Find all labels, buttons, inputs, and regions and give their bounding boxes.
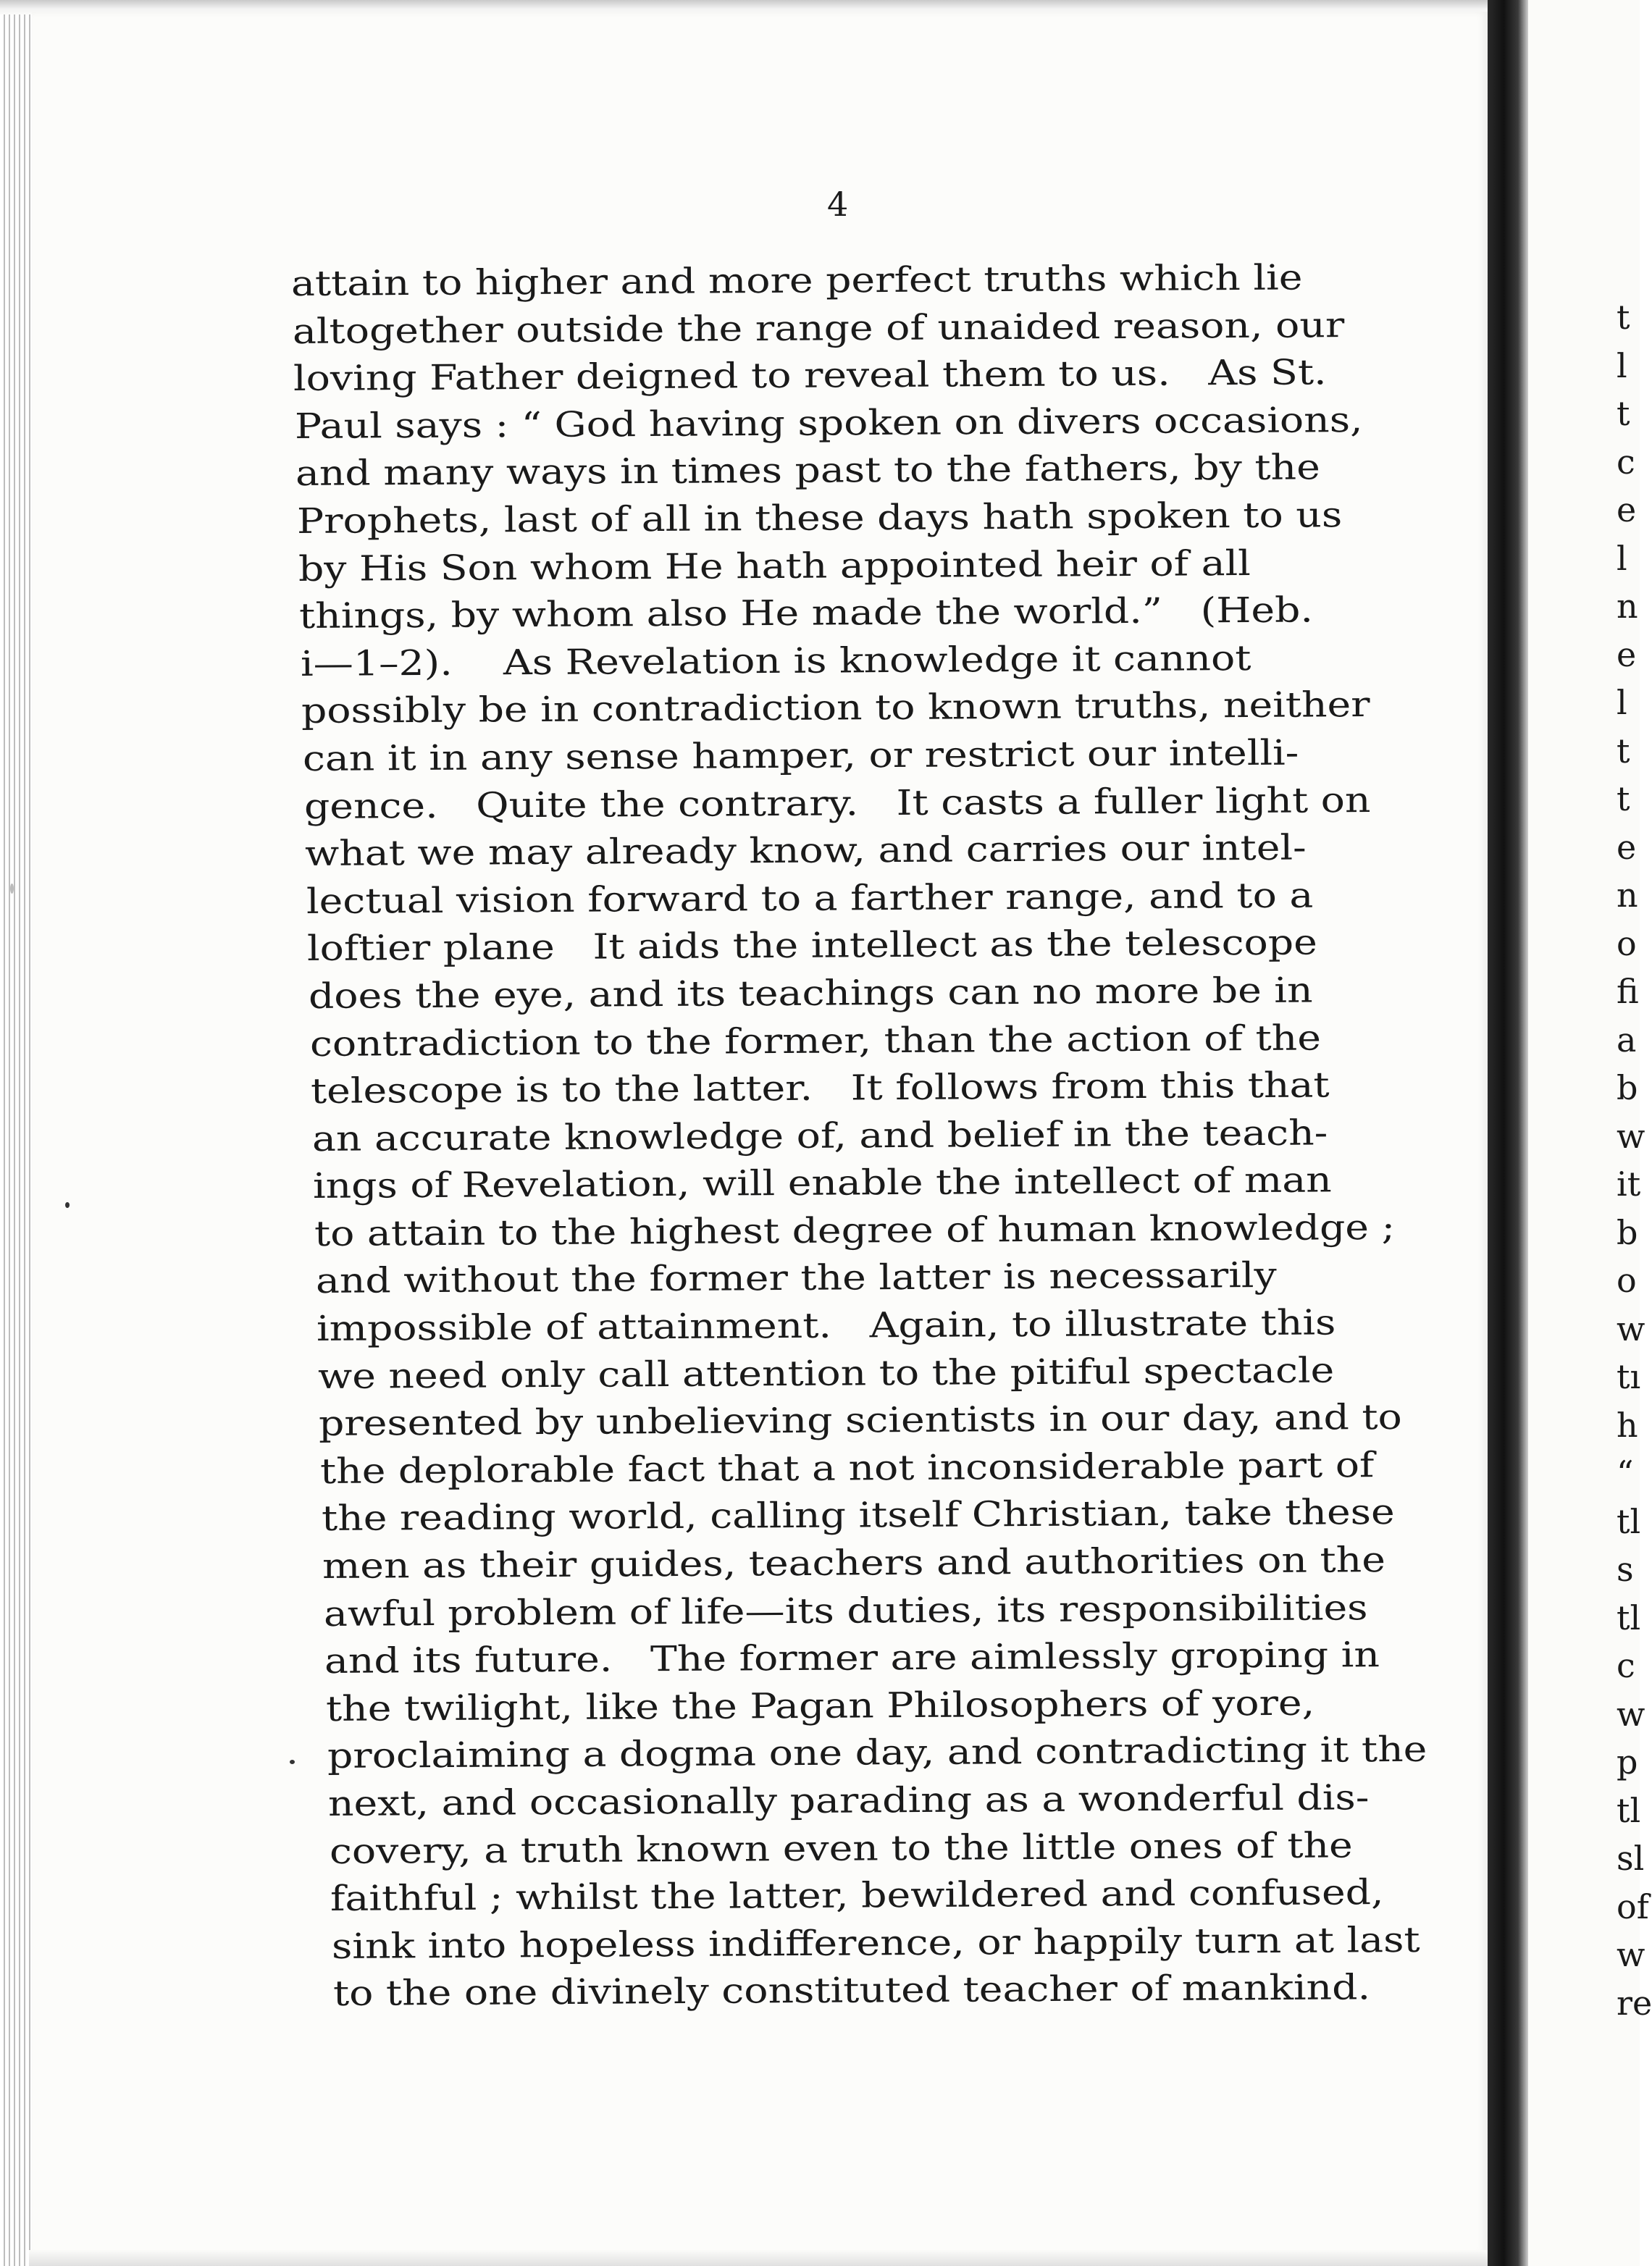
text-line: proclaiming a dogma one day, and contradicting it the [327, 1729, 1427, 1777]
text-line: the twilight, like the Pagan Philosophers of yore, [325, 1682, 1315, 1729]
text-line: ings of Revelation, will enable the intellect of man [313, 1159, 1333, 1207]
text-line: impossible of attainment. Again, to illustrate this [316, 1302, 1336, 1350]
text-line: i—1–2). As Revelation is knowledge it cannot [300, 637, 1251, 684]
text-line: the deplorable fact that a not inconsiderable part of [319, 1444, 1375, 1492]
facing-page-fragment: o [1617, 1261, 1637, 1300]
text-line: men as their guides, teachers and authorities on the [322, 1540, 1386, 1587]
facing-page-fragment: “ [1617, 1453, 1634, 1493]
facing-page-text-fragments [1617, 293, 1652, 2027]
scan-speck [290, 1760, 295, 1764]
facing-page-fragment: w [1617, 1935, 1645, 1974]
facing-page-fragment: e [1617, 827, 1637, 867]
text-line: next, and occasionally parading as a wonderful dis- [328, 1777, 1370, 1824]
facing-page-fragment: c [1617, 1646, 1635, 1685]
text-line: telescope is to the latter. It follows from this that [311, 1065, 1330, 1112]
body-text [290, 257, 1450, 2018]
text-line: Paul says : “ God having spoken on divers occasions, [294, 399, 1363, 447]
text-line: covery, a truth known even to the little ones of the [329, 1824, 1353, 1872]
scan-speck [65, 1202, 70, 1208]
text-line: altogether outside the range of unaided reason, our [292, 304, 1345, 352]
facing-page-fragment: n [1617, 876, 1638, 915]
text-line: and many ways in times past to the fathers, by the [295, 447, 1321, 495]
facing-page-fragment: fi [1617, 972, 1639, 1011]
text-line: does the eye, and its teachings can no more be in [308, 970, 1313, 1017]
text-line: can it in any sense hamper, or restrict our intelli- [302, 732, 1299, 779]
text-line: and without the former the latter is necessarily [315, 1255, 1277, 1302]
facing-page-fragment: sl [1617, 1839, 1645, 1878]
facing-page-fragment: c [1617, 442, 1635, 482]
facing-page-fragment: t [1617, 394, 1630, 433]
facing-page-fragment: b [1617, 1212, 1638, 1252]
facing-page-fragment: t [1617, 298, 1630, 337]
text-line: contradiction to the former, than the action of the [309, 1017, 1321, 1065]
facing-page-fragment: tl [1617, 1790, 1641, 1830]
facing-page-fragment: w [1617, 1694, 1645, 1734]
bottom-page-edge [29, 2250, 1499, 2266]
facing-page-fragment: w [1617, 1309, 1645, 1348]
text-line: loftier plane It aids the intellect as the telescope [307, 922, 1318, 970]
facing-page-fragment: t [1617, 731, 1630, 771]
text-line: to attain to the highest degree of human knowledge ; [314, 1207, 1396, 1254]
facing-page-fragment: l [1617, 683, 1627, 722]
text-line: an accurate knowledge of, and belief in the teach- [311, 1112, 1328, 1159]
facing-page-fragment: h [1617, 1405, 1638, 1445]
text-line: the reading world, calling itself Christian, take these [321, 1492, 1395, 1540]
facing-page-fragment: e [1617, 634, 1637, 674]
text-line: and its future. The former are aimlessly groping in [324, 1635, 1380, 1682]
facing-page-fragment: n [1617, 587, 1638, 626]
facing-page-fragment: e [1617, 490, 1637, 529]
text-line: Prophets, last of all in these days hath spoken to us [296, 495, 1343, 542]
text-line: faithful ; whilst the latter, bewildered and confused, [330, 1872, 1385, 1920]
text-line: attain to higher and more perfect truths which lie [290, 257, 1303, 304]
facing-page-fragment: tl [1617, 1598, 1641, 1637]
facing-page-fragment: a [1617, 1020, 1637, 1059]
facing-page-fragment: o [1617, 923, 1637, 963]
text-line: by His Son whom He hath appointed heir of all [298, 542, 1251, 589]
facing-page-fragment: s [1617, 1550, 1634, 1589]
facing-page-fragment: l [1617, 538, 1627, 578]
facing-page-fragment: t [1617, 779, 1630, 818]
text-line: possibly be in contradiction to known truths, neither [301, 684, 1371, 732]
facing-page-fragment: tl [1617, 1501, 1641, 1541]
facing-page-fragment: b [1617, 1068, 1638, 1107]
text-line: loving Father deigned to reveal them to us. As St. [293, 352, 1327, 400]
text-line: awful problem of life—its duties, its responsibilities [323, 1587, 1368, 1635]
text-line: sink into hopeless indifference, or happily turn at last [331, 1919, 1420, 1967]
book-gutter [1488, 0, 1528, 2266]
text-line: presented by unbelieving scientists in our day, and to [319, 1397, 1403, 1445]
text-line: we need only call attention to the pitiful spectacle [317, 1350, 1335, 1397]
page-edge-stack [0, 0, 32, 2266]
scan-speck [10, 884, 14, 894]
facing-page-fragment: p [1617, 1742, 1638, 1782]
text-line: to the one divinely constituted teacher of mankind. [332, 1967, 1370, 2015]
facing-page-fragment: l [1617, 345, 1627, 385]
text-line: things, by whom also He made the world.” (Heb. [299, 589, 1314, 637]
text-line: gence. Quite the contrary. It casts a fuller light on [303, 779, 1371, 827]
facing-page-fragment: w [1617, 1116, 1645, 1156]
page-number: 4 [827, 185, 849, 224]
text-line: lectual vision forward to a farther range, and to a [306, 875, 1314, 922]
facing-page-fragment: tı [1617, 1357, 1641, 1396]
text-line: what we may already know, and carries our intel- [305, 827, 1307, 875]
facing-page-fragment: of [1617, 1887, 1649, 1926]
facing-page-fragment: re [1617, 1983, 1652, 2023]
facing-page-fragment: it [1617, 1165, 1641, 1204]
